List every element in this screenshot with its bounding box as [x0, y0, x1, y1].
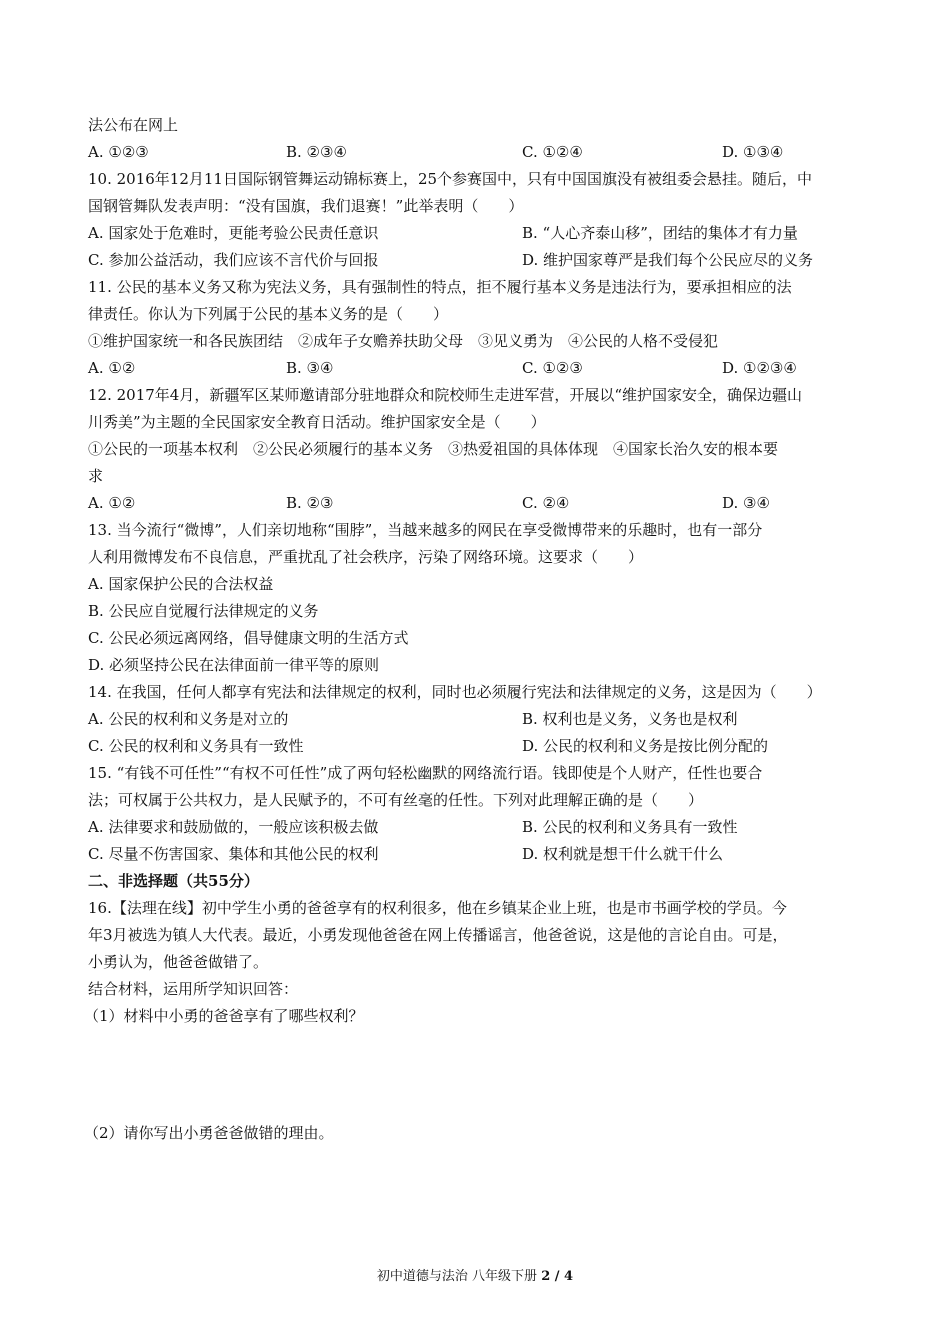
q10-option-d: D. 维护国家尊严是我们每个公民应尽的义务 — [522, 251, 814, 269]
q13-option-c: C. 公民必须远离网络，倡导健康文明的生活方式 — [88, 629, 409, 647]
exam-page-body — [84, 112, 868, 1147]
q9-option-b: B. ②③④ — [286, 143, 347, 161]
q10-option-a: A. 国家处于危难时，更能考验公民责任意识 — [88, 224, 379, 242]
q11-option-c: C. ①②③ — [522, 359, 583, 377]
q16-material-line1: 16.【法理在线】初中学生小勇的爸爸享有的权利很多，他在乡镇某企业上班，也是市书画学校的学员。今 — [88, 899, 787, 917]
q11-option-b: B. ③④ — [286, 359, 334, 377]
q12-option-a: A. ①② — [88, 494, 136, 512]
q16-subquestion-2: （2）请你写出小勇爸爸做错的理由。 — [84, 1124, 334, 1142]
q14-options-row2 — [88, 733, 868, 760]
q10-options-row2 — [88, 247, 868, 274]
q9-options — [88, 139, 868, 166]
q10-options-row1 — [88, 220, 868, 247]
q14-option-b: B. 权利也是义务，义务也是权利 — [522, 710, 738, 728]
q15-options-row2 — [88, 841, 868, 868]
q12-items-line1: ①公民的一项基本权利 ②公民必须履行的基本义务 ③热爱祖国的具体体现 ④国家长治久安的根本要 — [88, 440, 779, 458]
q9-option-d: D. ①③④ — [722, 143, 784, 161]
q12-option-d: D. ③④ — [722, 494, 770, 512]
q15-stem-line2: 法；可权属于公共权力，是人民赋予的，不可有丝毫的任性。下列对此理解正确的是（ ） — [88, 791, 704, 809]
q14-options-row1 — [88, 706, 868, 733]
q13-option-b: B. 公民应自觉履行法律规定的义务 — [88, 602, 319, 620]
q13-option-d: D. 必须坚持公民在法律面前一律平等的原则 — [88, 656, 380, 674]
q15-options-row1 — [88, 814, 868, 841]
q9-option-a: A. ①②③ — [88, 143, 149, 161]
q12-options — [88, 490, 868, 517]
q14-option-d: D. 公民的权利和义务是按比例分配的 — [522, 737, 769, 755]
q16-material-line3: 小勇认为，他爸爸做错了。 — [88, 953, 269, 971]
q9-option-c: C. ①②④ — [522, 143, 583, 161]
q14-stem: 14. 在我国，任何人都享有宪法和法律规定的权利，同时也必须履行宪法和法律规定的义务，这是因为（ ） — [88, 683, 822, 701]
q13-stem-line1: 13. 当今流行“微博”，人们亲切地称“围脖”，当越来越多的网民在享受微博带来的乐趣时，也有一部分 — [88, 521, 763, 539]
q12-option-c: C. ②④ — [522, 494, 570, 512]
q13-stem-line2: 人利用微博发布不良信息，严重扰乱了社会秩序，污染了网络环境。这要求（ ） — [88, 548, 644, 566]
q16-instruction: 结合材料，运用所学知识回答： — [88, 980, 299, 998]
footer-course: 初中道德与法治 八年级下册 — [376, 1269, 542, 1284]
q11-options — [88, 355, 868, 382]
q11-option-a: A. ①② — [88, 359, 136, 377]
q13-option-a: A. 国家保护公民的合法权益 — [88, 575, 274, 593]
q12-items-line2: 求 — [88, 467, 104, 485]
q16-material-line2: 年3月被选为镇人大代表。最近，小勇发现他爸爸在网上传播谣言，他爸爸说，这是他的言论自由。可是， — [88, 926, 788, 944]
q15-option-a: A. 法律要求和鼓励做的，一般应该积极去做 — [88, 818, 379, 836]
q16-subquestion-1: （1）材料中小勇的爸爸享有了哪些权利？ — [84, 1007, 364, 1025]
q15-option-c: C. 尽量不伤害国家、集体和其他公民的权利 — [88, 845, 379, 863]
q11-stem-line2: 律责任。你认为下列属于公民的基本义务的是（ ） — [88, 305, 449, 323]
q12-option-b: B. ②③ — [286, 494, 334, 512]
q12-stem-line2: 川秀美”为主题的全民国家安全教育日活动。维护国家安全是（ ） — [88, 413, 546, 431]
page-footer — [0, 1268, 950, 1286]
answer-space — [88, 1030, 868, 1120]
q15-option-d: D. 权利就是想干什么就干什么 — [522, 845, 724, 863]
q11-option-d: D. ①②③④ — [722, 359, 797, 377]
q10-stem-line1: 10. 2016年12月11日国际钢管舞运动锦标赛上，25个参赛国中，只有中国国旗没有被组委会悬挂。随后，中 — [88, 170, 813, 188]
q12-stem-line1: 12. 2017年4月，新疆军区某师邀请部分驻地群众和院校师生走进军营，开展以“维护国家安全，确保边疆山 — [88, 386, 803, 404]
q14-option-c: C. 公民的权利和义务具有一致性 — [88, 737, 304, 755]
text-line: 法公布在网上 — [88, 116, 179, 134]
q14-option-a: A. 公民的权利和义务是对立的 — [88, 710, 289, 728]
section-heading: 二、非选择题（共55分） — [88, 872, 259, 890]
q11-items: ①维护国家统一和各民族团结 ②成年子女赡养扶助父母 ③见义勇为 ④公民的人格不受侵犯 — [88, 332, 719, 350]
q15-stem-line1: 15. “有钱不可任性”“有权不可任性”成了两句轻松幽默的网络流行语。钱即使是个人财产，任性也要合 — [88, 764, 763, 782]
q11-stem-line1: 11. 公民的基本义务又称为宪法义务，具有强制性的特点，拒不履行基本义务是违法行为，要承担相应的法 — [88, 278, 792, 296]
footer-page-number: 2 / 4 — [541, 1269, 574, 1284]
q15-option-b: B. 公民的权利和义务具有一致性 — [522, 818, 738, 836]
q10-stem-line2: 国钢管舞队发表声明：“没有国旗，我们退赛！”此举表明（ ） — [88, 197, 524, 215]
q10-option-c: C. 参加公益活动，我们应该不言代价与回报 — [88, 251, 379, 269]
q10-option-b: B. “人心齐泰山移”，团结的集体才有力量 — [522, 224, 798, 242]
